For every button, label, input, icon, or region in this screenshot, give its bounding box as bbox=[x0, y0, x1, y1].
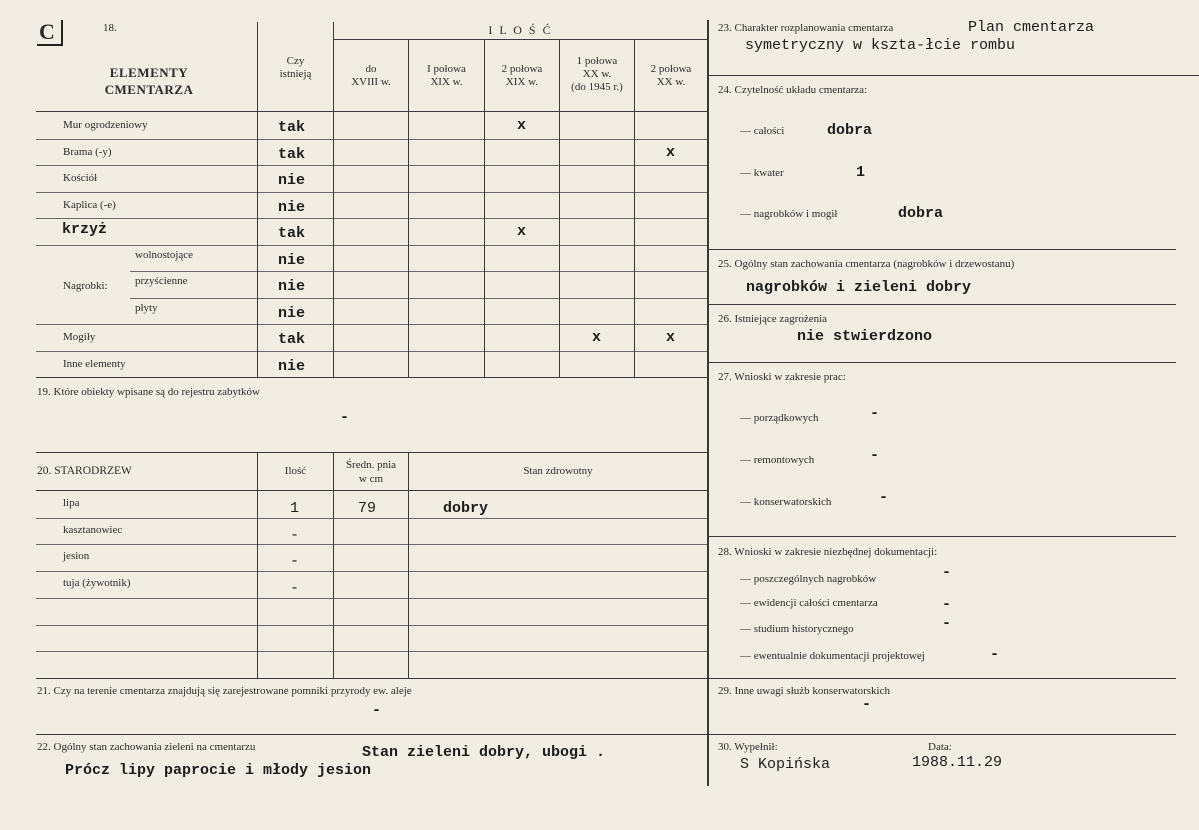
s18-title-2: CMENTARZA bbox=[104, 82, 194, 97]
ilosc-col-4-l1: 1 połowa bbox=[576, 55, 618, 67]
ilosc-col-3-l1: 2 połowa bbox=[501, 63, 543, 75]
period-mark: x bbox=[666, 144, 676, 161]
element-row-label: Kościół bbox=[63, 172, 98, 184]
element-row-label: Mogiły bbox=[63, 331, 96, 343]
ilosc-col-2-l2: XIX w. bbox=[430, 76, 463, 88]
ilosc-col-3-l2: XIX w. bbox=[505, 76, 539, 88]
s30-value: S Kopińska bbox=[740, 756, 831, 773]
element-exists-value: nie bbox=[278, 278, 306, 295]
s27-item-1-value: - bbox=[870, 405, 880, 422]
s20-label: 20. STARODRZEW bbox=[37, 465, 132, 477]
col-czy-2: istnieją bbox=[279, 68, 312, 80]
s29-value: - bbox=[862, 696, 872, 713]
s28-item-2-value: - bbox=[942, 596, 952, 613]
s22-value-2: Prócz lipy paprocie i młody jesion bbox=[65, 762, 372, 779]
ilosc-col-2-l1: I połowa bbox=[427, 63, 466, 75]
s28-item-1-value: - bbox=[942, 564, 952, 581]
element-row-label: płyty bbox=[135, 302, 158, 314]
nagrobki-label: Nagrobki: bbox=[63, 280, 108, 292]
ilosc-col-5-l2: XX w. bbox=[656, 76, 686, 88]
element-row-label: Mur ogrodzeniowy bbox=[63, 119, 148, 131]
ilosc-col-1-l2: XVIII w. bbox=[351, 76, 391, 88]
s26-label: 26. Istniejące zagrożenia bbox=[718, 313, 828, 325]
s21-value: - bbox=[372, 702, 382, 719]
ilosc-col-4-l2: XX w. bbox=[582, 68, 612, 80]
tree-qty: 1 bbox=[290, 500, 300, 517]
element-exists-value: tak bbox=[278, 225, 306, 242]
s30-date-label: Data: bbox=[928, 741, 952, 753]
s26-value: nie stwierdzono bbox=[797, 328, 933, 345]
element-exists-value: nie bbox=[278, 172, 306, 189]
s24-item-2-value: 1 bbox=[856, 164, 866, 181]
s28-item-2-label: — ewidencji całości cmentarza bbox=[740, 597, 878, 609]
s27-item-3-value: - bbox=[879, 489, 889, 506]
s27-item-3-label: — konserwatorskich bbox=[740, 496, 832, 508]
s24-item-1-value: dobra bbox=[827, 122, 873, 139]
ilosc-col-5-l1: 2 połowa bbox=[650, 63, 692, 75]
s27-item-2-value: - bbox=[870, 447, 880, 464]
s28-item-4-value: - bbox=[990, 646, 1000, 663]
s27-item-2-label: — remontowych bbox=[740, 454, 815, 466]
s19-value: - bbox=[340, 409, 350, 426]
tree-name: kasztanowiec bbox=[63, 524, 123, 536]
element-exists-value: tak bbox=[278, 119, 306, 136]
tree-qty: - bbox=[290, 527, 300, 544]
s23-label: 23. Charakter rozplanowania cmentarza bbox=[718, 22, 894, 34]
element-exists-value: tak bbox=[278, 146, 306, 163]
s18-title-1: ELEMENTY bbox=[109, 65, 189, 80]
s20-col-sred-1: Średn. pnia bbox=[345, 459, 397, 471]
element-exists-value: nie bbox=[278, 199, 306, 216]
s28-label: 28. Wnioski w zakresie niezbędnej dokumentacji: bbox=[718, 546, 938, 558]
s24-label: 24. Czytelność układu cmentarza: bbox=[718, 84, 868, 96]
s25-value: nagrobków i zieleni dobry bbox=[746, 279, 972, 296]
s24-item-2-label: — kwater bbox=[740, 167, 784, 179]
tree-qty: - bbox=[290, 580, 300, 597]
s28-item-4-label: — ewentualnie dokumentacji projektowej bbox=[740, 650, 925, 662]
s20-col-stan: Stan zdrowotny bbox=[523, 465, 593, 477]
tree-name: tuja (żywotnik) bbox=[63, 577, 131, 589]
tree-name: lipa bbox=[63, 497, 80, 509]
element-exists-value: nie bbox=[278, 358, 306, 375]
s28-item-3-label: — studium historycznego bbox=[740, 623, 854, 635]
s25-label: 25. Ogólny stan zachowania cmentarza (nagrobków i drzewostanu) bbox=[718, 258, 1015, 270]
period-mark: x bbox=[666, 329, 676, 346]
s27-label: 27. Wnioski w zakresie prac: bbox=[718, 371, 846, 383]
s20-col-sred-2: w cm bbox=[358, 473, 384, 485]
element-exists-value: tak bbox=[278, 331, 306, 348]
period-mark: x bbox=[517, 117, 527, 134]
tree-qty: - bbox=[290, 553, 300, 570]
element-row-label: Kaplica (-e) bbox=[63, 199, 116, 211]
ilosc-col-1-l1: do bbox=[365, 63, 377, 75]
s22-label: 22. Ogólny stan zachowania zieleni na cmentarzu bbox=[37, 741, 256, 753]
element-row-label: przyścienne bbox=[135, 275, 188, 287]
s27-item-1-label: — porządkowych bbox=[740, 412, 819, 424]
element-exists-value: nie bbox=[278, 305, 306, 322]
s24-item-3-label: — nagrobków i mogił bbox=[740, 208, 838, 220]
s23-value-1: Plan cmentarza bbox=[968, 19, 1095, 36]
s20-col-ilosc: Ilość bbox=[284, 465, 307, 477]
element-row-label: krzyż bbox=[62, 221, 108, 238]
tree-diameter: 79 bbox=[358, 500, 377, 517]
period-mark: x bbox=[517, 223, 527, 240]
s30-label: 30. Wypełnił: bbox=[718, 741, 778, 753]
s28-item-1-label: — poszczególnych nagrobków bbox=[740, 573, 877, 585]
col-czy-1: Czy bbox=[286, 55, 305, 67]
tree-name: jesion bbox=[63, 550, 90, 562]
tree-state: dobry bbox=[443, 500, 489, 517]
element-row-label: Brama (-y) bbox=[63, 146, 112, 158]
col-ilosc: I L O Ś Ć bbox=[488, 23, 553, 37]
period-mark: x bbox=[592, 329, 602, 346]
element-row-label: wolnostojące bbox=[135, 249, 194, 261]
s21-label: 21. Czy na terenie cmentarza znajdują się zarejestrowane pomniki przyrody ew. aleje bbox=[37, 685, 412, 697]
s18-number: 18. bbox=[103, 22, 117, 34]
s29-label: 29. Inne uwagi służb konserwatorskich bbox=[718, 685, 890, 697]
element-row-label: Inne elementy bbox=[63, 358, 126, 370]
ilosc-col-4-l3: (do 1945 r.) bbox=[571, 81, 623, 93]
s23-value-2: symetryczny w kszta-łcie rombu bbox=[745, 37, 1016, 54]
s24-item-3-value: dobra bbox=[898, 205, 944, 222]
s24-item-1-label: — całości bbox=[740, 125, 785, 137]
s28-item-3-value: - bbox=[942, 615, 952, 632]
s30-date: 1988.11.29 bbox=[912, 754, 1003, 771]
element-exists-value: nie bbox=[278, 252, 306, 269]
s22-value-1: Stan zieleni dobry, ubogi . bbox=[362, 744, 606, 761]
s19-label: 19. Które obiekty wpisane są do rejestru zabytków bbox=[37, 386, 260, 398]
section-letter: C bbox=[39, 19, 55, 44]
section-letter-box bbox=[37, 20, 63, 46]
